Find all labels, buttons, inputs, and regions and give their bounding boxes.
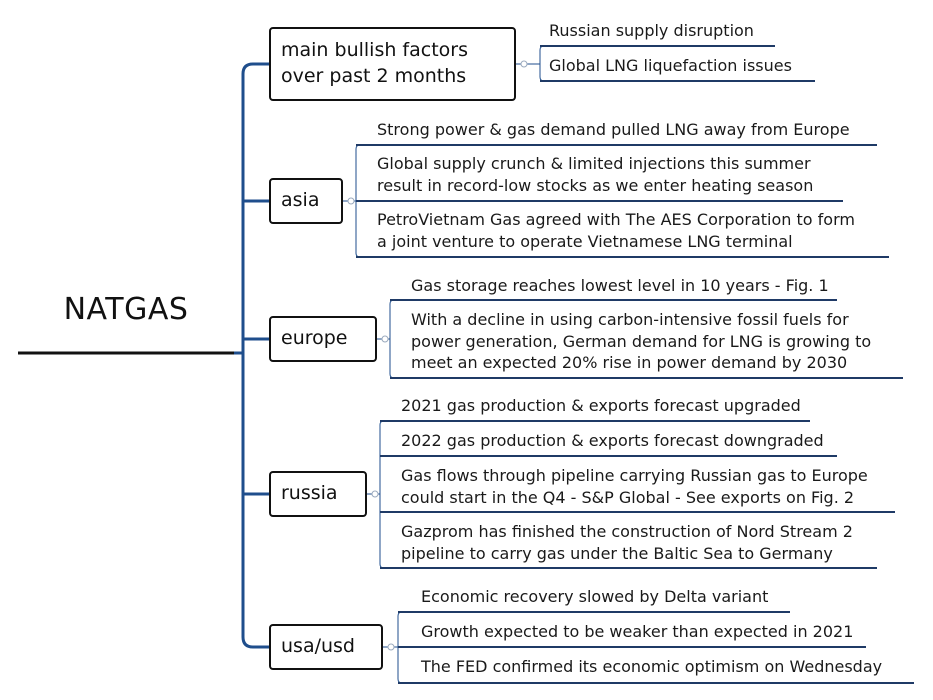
subtopic-text-line: power generation, German demand for LNG is growing to [411,331,872,351]
branch-topic-asia[interactable] [269,178,343,224]
subtopic-text-line: 2021 gas production & exports forecast upgraded [401,396,801,415]
collapse-toggle-icon [372,491,378,497]
trunk-spine [243,64,269,647]
subbranch-bracket [390,300,404,378]
subtopic-german-lng-demand[interactable] [411,309,871,374]
branch-label-line: usa/usd [281,635,355,658]
subtopic-text-line: result in record-low stocks as we enter heating season [377,175,814,195]
subtopic-nord-stream-2[interactable] [401,521,853,564]
subtopic-text-line: Russian supply disruption [549,21,754,40]
subtopic-fed-optimism[interactable] [421,656,882,678]
subtopic-gas-storage-lowest[interactable] [411,275,829,297]
subtopic-economic-recovery-slowed[interactable] [421,586,768,608]
subtopic-text-line: Growth expected to be weaker than expected in 2021 [421,622,854,641]
branch-label-line: russia [281,482,338,505]
subtopic-2021-forecast-upgraded[interactable] [401,395,801,417]
subtopic-text-line: meet an expected 20% rise in power demand by 2030 [411,353,848,373]
branch-topic-usa-usd[interactable] [269,624,383,670]
subtopic-text-line: could start in the Q4 - S&P Global - See exports on Fig. 2 [401,487,855,507]
subtopic-text-line: With a decline in using carbon-intensive fossil fuels for [411,310,849,329]
root-topic-label: NATGAS [63,292,189,327]
subtopic-text-line: Gas storage reaches lowest level in 10 years - Fig. 1 [411,276,829,295]
subtopic-text-line: Global LNG liquefaction issues [549,56,792,75]
subtopic-strong-power-gas-demand[interactable] [377,119,850,141]
subtopic-global-supply-crunch[interactable] [377,153,813,196]
subtopic-text-line: Economic recovery slowed by Delta variant [421,587,769,606]
branch-label-line: over past 2 months [281,65,467,87]
subtopic-text-line: The FED confirmed its economic optimism on Wednesday [421,657,883,676]
subtopic-text-line: PetroVietnam Gas agreed with The AES Corporation to form [377,210,855,229]
branch-topic-europe[interactable] [269,316,377,362]
subtopic-text-line: Strong power & gas demand pulled LNG away from Europe [377,120,850,139]
subtopic-gas-flows-pipeline[interactable] [401,465,868,508]
subtopic-text-line: Global supply crunch & limited injections this summer [377,154,811,173]
subtopic-text-line: Gas flows through pipeline carrying Russian gas to Europe [401,466,868,485]
branch-label-line: asia [281,189,320,212]
subtopic-text-line: a joint venture to operate Vietnamese LNG terminal [377,231,793,251]
subtopic-text-line: Gazprom has finished the construction of Nord Stream 2 [401,522,853,541]
subtopic-global-lng-liquefaction[interactable] [549,55,792,77]
collapse-toggle-icon [388,644,394,650]
subtopic-text-line: pipeline to carry gas under the Baltic Sea to Germany [401,543,833,563]
subtopic-growth-weaker[interactable] [421,621,853,643]
collapse-toggle-icon [348,198,354,204]
collapse-toggle-icon [382,336,388,342]
subtopic-text-line: 2022 gas production & exports forecast downgraded [401,431,824,450]
collapse-toggle-icon [521,61,527,67]
root-topic[interactable] [18,292,234,327]
subbranch-bracket [380,421,394,568]
branch-topic-main-bullish-factors[interactable] [269,27,516,101]
branch-topic-russia[interactable] [269,471,367,517]
subtopic-russian-supply-disruption[interactable] [549,20,754,42]
branch-label-line: europe [281,327,348,350]
subtopic-2022-forecast-downgraded[interactable] [401,430,824,452]
subtopic-petrovietnam-aes[interactable] [377,209,855,252]
branch-label-line: main bullish factors [281,39,468,62]
